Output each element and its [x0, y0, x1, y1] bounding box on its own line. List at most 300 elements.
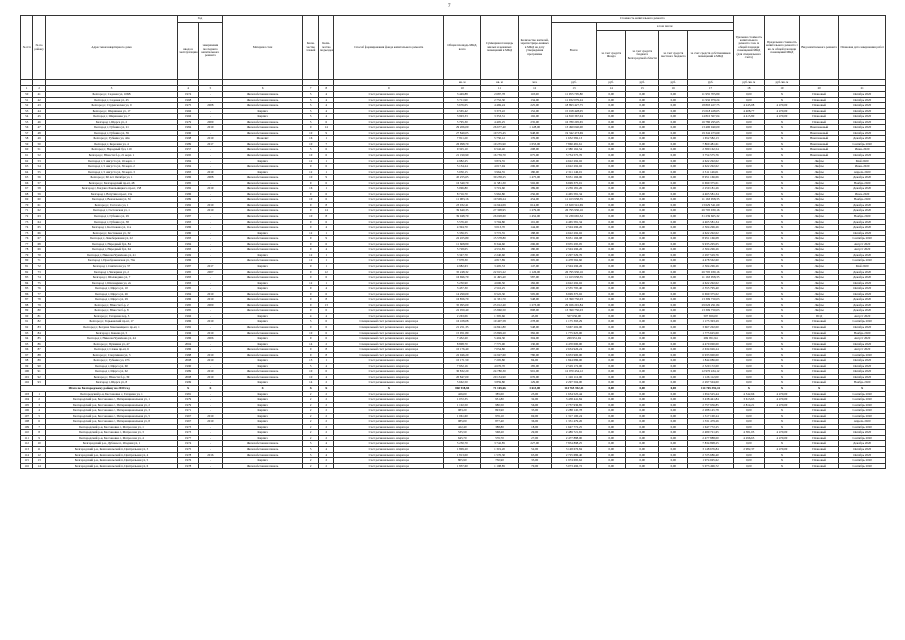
table-cell: 5 [303, 92, 319, 98]
table-cell: Октябрь 2020 [839, 447, 886, 453]
table-cell: 2 504 296,26 [551, 247, 597, 253]
table-cell: 16 108,08 [444, 319, 481, 325]
table-cell: 13 399 750,03 [551, 308, 597, 314]
table-cell: 0,00 [659, 119, 688, 125]
table-cell: 2 516,25 [481, 286, 518, 292]
table-cell: X [764, 419, 799, 425]
table-cell: 5 962,80 [481, 191, 518, 197]
table-cell: 11 163 958,35 [551, 275, 597, 281]
table-cell: 0,00 [733, 330, 764, 336]
table-cell: 0,00 [626, 108, 659, 114]
table-cell: 80 [33, 308, 45, 314]
table-cell: 15 018 428,05 [551, 108, 597, 114]
table-cell: 225,00 [518, 103, 551, 109]
table-cell: - [198, 219, 222, 225]
table-cell: X [764, 241, 799, 247]
table-cell: 5 [303, 452, 319, 458]
table-cell: Железобетонная панель [222, 97, 303, 103]
table-cell: 22 059,40 [444, 308, 481, 314]
table-cell: 1975 [178, 447, 199, 453]
table-cell: 0,00 [626, 347, 659, 353]
table-cell: 0,00 [659, 413, 688, 419]
table-cell: 0,00 [659, 324, 688, 330]
table-cell: 1 813,00 [444, 452, 481, 458]
table-cell: 57 [21, 130, 33, 136]
table-cell: 26 998,70 [444, 141, 481, 147]
table-cell: 0,00 [626, 330, 659, 336]
table-cell: 1985 [178, 286, 199, 292]
col-fund-method: Способ формирования фонда капитального ремонта [334, 16, 444, 80]
table-cell: 96 [21, 347, 33, 353]
col-rownum: № п/п [21, 16, 33, 80]
table-cell: 1 053,00 [518, 141, 551, 147]
table-cell: 0,00 [733, 291, 764, 297]
table-cell: X [764, 308, 799, 314]
table-cell: 1980 [178, 230, 199, 236]
table-cell: - [198, 241, 222, 247]
table-cell: 0,00 [659, 319, 688, 325]
table-cell: 0,00 [733, 263, 764, 269]
table-cell: Декабрь 2020 [839, 186, 886, 192]
table-cell: Железобетонная панель [222, 347, 303, 353]
table-cell: 129,00 [518, 380, 551, 386]
table-cell: 0,00 [626, 308, 659, 314]
col-year-built: ввода в эксплуатацию [178, 23, 199, 80]
table-cell: 2 [318, 463, 334, 469]
table-cell: 3 742,85 [481, 441, 518, 447]
table-cell: Кирпич [222, 363, 303, 369]
table-cell: 0,00 [626, 463, 659, 469]
table-cell: Белгород г, Николая Чумичова ул, 41 [45, 252, 177, 258]
table-cell: - [198, 180, 222, 186]
table-cell: Белгород г, Богдана Хмельницкого пр-кт, 158 [45, 186, 177, 192]
table-cell: X [764, 158, 799, 164]
table-cell: 9 [303, 241, 319, 247]
table-cell: Плановый [800, 424, 839, 430]
table-cell: 2 757 936,85 [551, 402, 597, 408]
table-cell: 0,00 [733, 197, 764, 203]
table-cell: 3 754 575,76 [688, 153, 734, 159]
table-cell: 0,00 [733, 186, 764, 192]
table-cell: Лифты [800, 186, 839, 192]
table-cell: 0,00 [626, 441, 659, 447]
table-cell: Октябрь 2020 [839, 452, 886, 458]
table-cell: 88 [21, 302, 33, 308]
total-cell: 71 165,66 [481, 385, 518, 391]
table-cell: Плановый [800, 352, 839, 358]
table-cell: 0,00 [659, 263, 688, 269]
table-cell: 8 808,70 [444, 341, 481, 347]
table-cell: 48 [33, 130, 45, 136]
table-cell: - [198, 236, 222, 242]
table-cell: 2 263,06 [444, 313, 481, 319]
table-cell: 66 [33, 230, 45, 236]
table-cell: Декабрь 2020 [839, 219, 886, 225]
table-cell: 0,00 [597, 241, 626, 247]
table-cell: Счет регионального оператора [334, 402, 444, 408]
table-cell: 454,00 [518, 197, 551, 203]
table-cell: 15 951,80 [444, 330, 481, 336]
table-cell: Сентябрь 2020 [839, 413, 886, 419]
table-cell: 1 654 525,44 [688, 391, 734, 397]
table-cell: 112 [21, 441, 33, 447]
table-cell: 14 [318, 125, 334, 131]
table-cell: 0,00 [733, 153, 764, 159]
table-cell: Счет регионального оператора [334, 419, 444, 425]
table-cell: 185,00 [518, 363, 551, 369]
table-cell: 382,00 [518, 330, 551, 336]
table-cell: 2 311 146,01 [688, 169, 734, 175]
table-cell: 6 [318, 119, 334, 125]
table-cell: 1 775 625,00 [551, 330, 597, 336]
table-cell: Белгород г, Губкина ул, 21 [45, 125, 177, 131]
table-cell: Счет регионального оператора [334, 147, 444, 153]
table-row [21, 463, 886, 469]
table-cell: 85 [33, 336, 45, 342]
table-cell: 991,00 [518, 369, 551, 375]
table-cell: 985,00 [444, 419, 481, 425]
table-cell: - [198, 130, 222, 136]
table-cell: Специальный счет регионального оператора [334, 347, 444, 353]
column-number-cell: 14 [597, 86, 626, 92]
table-cell: 1979 [178, 402, 199, 408]
table-cell: Железобетонная панель [222, 219, 303, 225]
table-cell: Декабрь 2020 [839, 202, 886, 208]
table-cell: Внеплановый [800, 153, 839, 159]
table-cell: 191,00 [518, 219, 551, 225]
table-cell: Белгород г, Шершнева ул, 17 [45, 108, 177, 114]
table-cell: 2 555 795,40 [688, 286, 734, 292]
table-cell: Счет регионального оператора [334, 164, 444, 170]
table-cell: 71 [21, 208, 33, 214]
table-cell: 54 [33, 164, 45, 170]
table-cell: 2 [303, 408, 319, 414]
table-cell: 1 [318, 158, 334, 164]
table-cell: 10 [303, 330, 319, 336]
table-cell: Железобетонная панель [222, 291, 303, 297]
total-cell: X [303, 385, 319, 391]
table-cell: 4 [318, 247, 334, 253]
table-cell: Белгородский р-н, Бессоновка с, Матросова ул, 4 [45, 435, 177, 441]
table-cell: 54 [21, 114, 33, 120]
table-cell: 4 [318, 103, 334, 109]
table-cell: Счет регионального оператора [334, 463, 444, 469]
unit-cell: руб. [597, 80, 626, 86]
table-cell: X [764, 197, 799, 203]
table-cell: 10 [303, 175, 319, 181]
table-cell: 893,90 [481, 408, 518, 414]
table-cell: Белгород г, Пушкина ул, 47 [45, 341, 177, 347]
table-cell: 0,00 [626, 125, 659, 131]
table-cell: Плановый [800, 419, 839, 425]
table-cell: Лифты [800, 308, 839, 314]
table-cell: Сентябрь 2020 [839, 391, 886, 397]
table-cell: 0,00 [597, 153, 626, 159]
table-cell: 2 [318, 430, 334, 436]
table-cell: Плановый [800, 441, 839, 447]
table-cell: X [764, 125, 799, 131]
table-header [21, 16, 886, 92]
table-cell: Декабрь 2020 [839, 297, 886, 303]
table-cell: 25 012,40 [481, 302, 518, 308]
table-cell: 74 [33, 275, 45, 281]
table-cell: 59 [33, 191, 45, 197]
table-cell: 4 478 562,60 [688, 258, 734, 264]
table-cell: 0,00 [626, 408, 659, 414]
table-cell: 0,00 [659, 92, 688, 98]
table-cell: Белгород г, 5 Августа ул, 36 корп. 3 [45, 169, 177, 175]
col-year-repair: завершения последнего капитального ремонта [198, 23, 222, 80]
table-cell: 70 [33, 252, 45, 258]
table-cell: Сентябрь 2020 [839, 435, 886, 441]
table-cell: 0,00 [597, 330, 626, 336]
table-cell: 24 780,30 [481, 369, 518, 375]
table-cell: 877,40 [481, 419, 518, 425]
table-cell: 12 [303, 230, 319, 236]
table-cell: 55 [21, 119, 33, 125]
table-cell: - [198, 347, 222, 353]
table-cell: 43,00 [518, 313, 551, 319]
table-cell: 13 399 750,03 [688, 308, 734, 314]
table-cell: 19 342 473,69 [688, 130, 734, 136]
table-cell: 8 [318, 202, 334, 208]
table-cell: - [198, 97, 222, 103]
table-cell: 0,00 [597, 180, 626, 186]
table-cell: 39 048,70 [444, 214, 481, 220]
table-cell: - [198, 402, 222, 408]
table-cell: Счет регионального оператора [334, 269, 444, 275]
unit-cell: руб. [626, 80, 659, 86]
table-cell: 0,00 [597, 347, 626, 353]
table-cell: - [198, 108, 222, 114]
table-cell: Ноябрь 2020 [839, 330, 886, 336]
table-cell: 89 [33, 358, 45, 364]
table-cell: 1 061,60 [444, 413, 481, 419]
table-cell: 1969 [178, 252, 199, 258]
table-cell: 4 622 292,02 [688, 164, 734, 170]
total-cell: 0,00 [597, 385, 626, 391]
table-cell: 780,00 [518, 352, 551, 358]
table-cell: 0,00 [659, 208, 688, 214]
table-cell: 11 581,30 [481, 180, 518, 186]
table-cell: Плановый [800, 336, 839, 342]
table-cell: 1978 [178, 452, 199, 458]
table-cell: 11 [33, 447, 45, 453]
table-cell: 7 932,16 [444, 363, 481, 369]
table-cell: 22 946,20 [444, 352, 481, 358]
table-cell: X [764, 330, 799, 336]
table-cell: 78 [21, 247, 33, 253]
table-cell: 4 531,85 [481, 247, 518, 253]
table-cell: 51 [33, 147, 45, 153]
table-cell: - [198, 114, 222, 120]
table-cell: X [764, 153, 799, 159]
column-number-cell: 20 [800, 86, 839, 92]
table-cell: Железобетонная панель [222, 197, 303, 203]
table-cell: Лифты [800, 219, 839, 225]
table-cell: 189,00 [518, 186, 551, 192]
table-cell: 0,00 [626, 324, 659, 330]
table-cell: 63,00 [518, 452, 551, 458]
table-cell: 0,00 [659, 447, 688, 453]
table-cell: 1 974 695,62 [688, 458, 734, 464]
table-cell: 39 640,35 [444, 208, 481, 214]
table-cell: 1 317 100,24 [688, 413, 734, 419]
table-cell: Декабрь 2020 [839, 441, 886, 447]
table-cell: 13 899,20 [481, 330, 518, 336]
table-cell: 0,00 [626, 247, 659, 253]
table-cell: 1982 [178, 202, 199, 208]
table-cell: Железобетонная панель [222, 147, 303, 153]
table-cell: 2019 [198, 419, 222, 425]
table-cell: Белгородский р-н, Бессоновка с, Интернациональная ул, 2 [45, 402, 177, 408]
table-cell: 116 [21, 463, 33, 469]
table-cell: 0,00 [659, 347, 688, 353]
table-cell: 2019 [198, 352, 222, 358]
table-cell: 9 [303, 302, 319, 308]
col-premises-area: Суммарная площадь жилых и нежилых помещений в МКД [481, 16, 518, 80]
table-cell: 6 [318, 147, 334, 153]
table-cell: 9 [303, 125, 319, 131]
table-cell: Октябрь 2020 [839, 363, 886, 369]
table-cell: 4 [318, 286, 334, 292]
table-cell: X [764, 214, 799, 220]
table-cell: 675,00 [518, 153, 551, 159]
table-cell: 2 [303, 402, 319, 408]
table-cell: Лифты [800, 275, 839, 281]
table-cell: 0,00 [597, 336, 626, 342]
table-cell: 78 [33, 297, 45, 303]
table-cell: 6 699 375,01 [688, 180, 734, 186]
table-cell: 36,00 [518, 419, 551, 425]
table-cell: Белгород г, Гостенская ул, 1 [45, 208, 177, 214]
table-cell: X [764, 186, 799, 192]
table-cell: 1 331 479,26 [688, 419, 734, 425]
table-cell: Специальный счет регионального оператора [334, 330, 444, 336]
table-cell: 1 844 086,00 [688, 358, 734, 364]
table-cell: 8 951 166,06 [688, 175, 734, 181]
table-cell: 10 [303, 141, 319, 147]
table-cell: Кирпич [222, 341, 303, 347]
table-cell: 14 927,60 [481, 352, 518, 358]
table-cell: Белгород г, 5 Августа ул, 16 корп. 1 [45, 158, 177, 164]
table-cell: Белгородский р-н, Бессоновка с, Интернациональная ул, 3 [45, 408, 177, 414]
table-cell: 1985 [178, 180, 199, 186]
table-cell: 13 629 541,69 [688, 202, 734, 208]
table-cell: Лифты [800, 286, 839, 292]
table-cell: X [764, 313, 799, 319]
table-cell: 1986 [178, 191, 199, 197]
table-cell: 1984 [178, 125, 199, 131]
table-cell: 0,00 [733, 463, 764, 469]
table-cell: 16 696,70 [444, 275, 481, 281]
table-cell: 2 [318, 380, 334, 386]
table-cell: Счет регионального оператора [334, 186, 444, 192]
table-cell: 3 449,88 [444, 92, 481, 98]
table-cell: 182,00 [518, 280, 551, 286]
table-cell: 4 470,00 [764, 397, 799, 403]
table-cell: 0,00 [597, 125, 626, 131]
table-cell: 52 [33, 153, 45, 159]
table-cell: X [764, 458, 799, 464]
table-cell: Белгород г, Щорса ул, 62 [45, 369, 177, 375]
table-cell: 1974 [178, 92, 199, 98]
table-cell: 0,00 [626, 319, 659, 325]
table-cell: 0,00 [626, 208, 659, 214]
table-cell: Лифты [800, 297, 839, 303]
table-cell: 5 [303, 319, 319, 325]
table-cell: 8 951 166,08 [688, 236, 734, 242]
table-cell: 13 629 541,69 [551, 202, 597, 208]
table-cell: Сентябрь 2020 [839, 408, 886, 414]
table-cell: 4 470,00 [764, 114, 799, 120]
table-cell: 0,00 [659, 452, 688, 458]
table-cell: 2 477 888,00 [551, 435, 597, 441]
table-cell: Счет регионального оператора [334, 214, 444, 220]
table-cell: Кирпич [222, 108, 303, 114]
table-cell: 0,00 [733, 208, 764, 214]
table-cell: 1986 [178, 225, 199, 231]
table-cell: 14 944,09 [481, 202, 518, 208]
table-cell: Лифты [800, 280, 839, 286]
table-cell: 35 995,00 [444, 302, 481, 308]
table-cell: 4 606,50 [481, 280, 518, 286]
table-cell: 0,00 [626, 158, 659, 164]
table-cell: 14 [303, 341, 319, 347]
table-cell: 2 725 686,40 [551, 452, 597, 458]
table-cell: 2 [318, 413, 334, 419]
table-cell: Железобетонная панель [222, 352, 303, 358]
table-cell: Счет регионального оператора [334, 435, 444, 441]
table-cell: 0,00 [597, 452, 626, 458]
table-cell: Декабрь 2020 [839, 308, 886, 314]
table-cell: 2 555 795,40 [551, 286, 597, 292]
table-cell: 0,00 [733, 380, 764, 386]
table-cell: X [764, 341, 799, 347]
table-cell: - [198, 430, 222, 436]
table-cell: 0,00 [597, 263, 626, 269]
table-cell: 4 [318, 97, 334, 103]
table-cell: 0,00 [597, 197, 626, 203]
table-cell: 12 [33, 452, 45, 458]
table-cell: 79 [33, 302, 45, 308]
table-cell: 2016 [198, 452, 222, 458]
table-cell: 21 251,35 [444, 324, 481, 330]
table-cell: 4 676,70 [481, 363, 518, 369]
table-cell: X [764, 336, 799, 342]
table-cell: 1984 [178, 164, 199, 170]
table-cell: 0,00 [626, 291, 659, 297]
table-cell: 22 455,80 [444, 236, 481, 242]
table-cell: 0,00 [659, 358, 688, 364]
table-cell: 0,00 [659, 352, 688, 358]
table-cell: 4 470 000,00 [688, 341, 734, 347]
table-cell: 4 [318, 452, 334, 458]
table-cell: 58 [33, 186, 45, 192]
table-cell: Белгород г, Щорса ул, 60 [45, 363, 177, 369]
table-cell: 1983 [178, 280, 199, 286]
table-cell: 0,00 [626, 269, 659, 275]
table-cell: 79 [21, 252, 33, 258]
table-cell: 2017 [198, 263, 222, 269]
table-cell: 0,00 [626, 402, 659, 408]
table-cell: 0,00 [659, 402, 688, 408]
table-cell: 0,00 [626, 297, 659, 303]
table-cell: 0,00 [733, 136, 764, 142]
table-cell: 0,00 [733, 363, 764, 369]
table-cell: 0,00 [733, 180, 764, 186]
table-cell: Белгород г, Губкина ул, 47б [45, 358, 177, 364]
